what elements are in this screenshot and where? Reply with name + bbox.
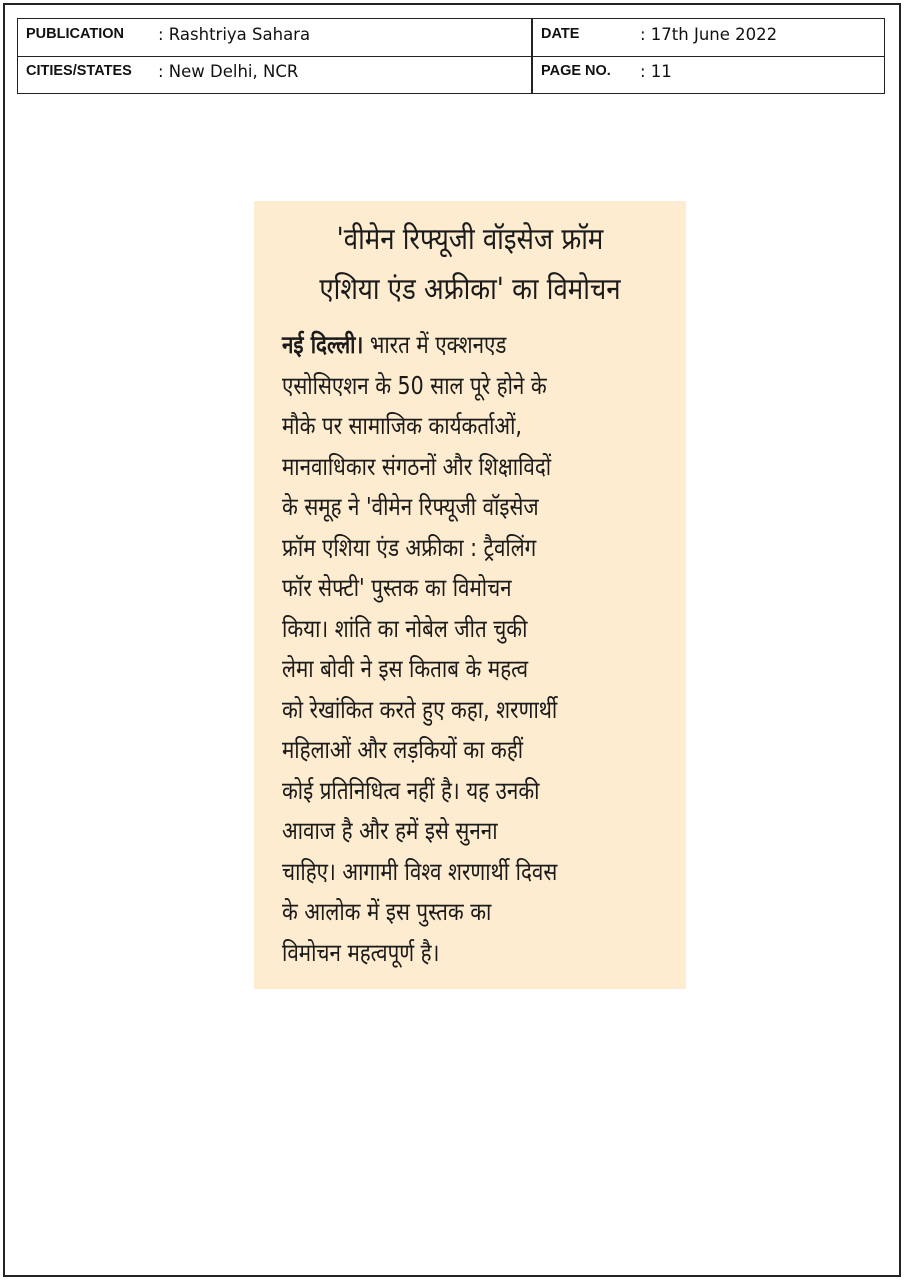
body-line: विमोचन महत्वपूर्ण है। (282, 937, 440, 967)
date-value: : 17th June 2022 (640, 25, 778, 44)
cities-label: CITIES/STATES (26, 63, 132, 79)
clipping-metadata-table (17, 18, 885, 94)
body-line: आवाज है और हमें इसे सुनना (282, 816, 498, 845)
article-body (282, 325, 668, 973)
body-line: चाहिए। आगामी विश्व शरणार्थी दिवस (282, 856, 558, 886)
publication-value: : Rashtriya Sahara (158, 25, 311, 44)
body-line: मौके पर सामाजिक कार्यकर्ताओं, (282, 411, 522, 440)
body-line: किया। शांति का नोबेल जीत चुकी (282, 613, 528, 643)
body-line (282, 325, 668, 366)
table-row (18, 56, 884, 93)
body-line: को रेखांकित करते हुए कहा, शरणार्थी (282, 694, 558, 724)
body-line: महिलाओं और लड़कियों का कहीं (282, 735, 524, 764)
body-line: एसोसिएशन के 50 साल पूरे होने के (282, 370, 547, 400)
body-line: मानवाधिकार संगठनों और शिक्षाविदों (282, 451, 552, 481)
body-line: के आलोक में इस पुस्तक का (282, 897, 492, 926)
headline-line: 'वीमेन रिफ्यूजी वॉइसेज फ्रॉम (336, 222, 604, 257)
date-label: DATE (541, 26, 580, 42)
headline-line: एशिया एंड अफ्रीका' का विमोचन (319, 272, 621, 307)
article-headline (284, 215, 656, 315)
body-line-text: भारत में एक्शनएड (363, 330, 507, 359)
newspaper-clipping (254, 201, 686, 989)
page-number-value: : 11 (640, 62, 672, 81)
cities-value: : New Delhi, NCR (158, 62, 299, 81)
page-number-label: PAGE NO. (541, 63, 611, 79)
body-line: कोई प्रतिनिधित्व नहीं है। यह उनकी (282, 775, 540, 805)
body-line: फॉर सेफ्टी' पुस्तक का विमोचन (282, 573, 512, 602)
publication-label: PUBLICATION (26, 26, 125, 42)
body-line: लेमा बोवी ने इस किताब के महत्व (282, 654, 529, 683)
table-row (18, 19, 884, 57)
dateline: नई दिल्ली। (282, 330, 364, 359)
body-line: के समूह ने 'वीमेन रिफ्यूजी वॉइसेज (282, 492, 539, 521)
body-line: फ्रॉम एशिया एंड अफ्रीका : ट्रैवलिंग (282, 532, 537, 562)
